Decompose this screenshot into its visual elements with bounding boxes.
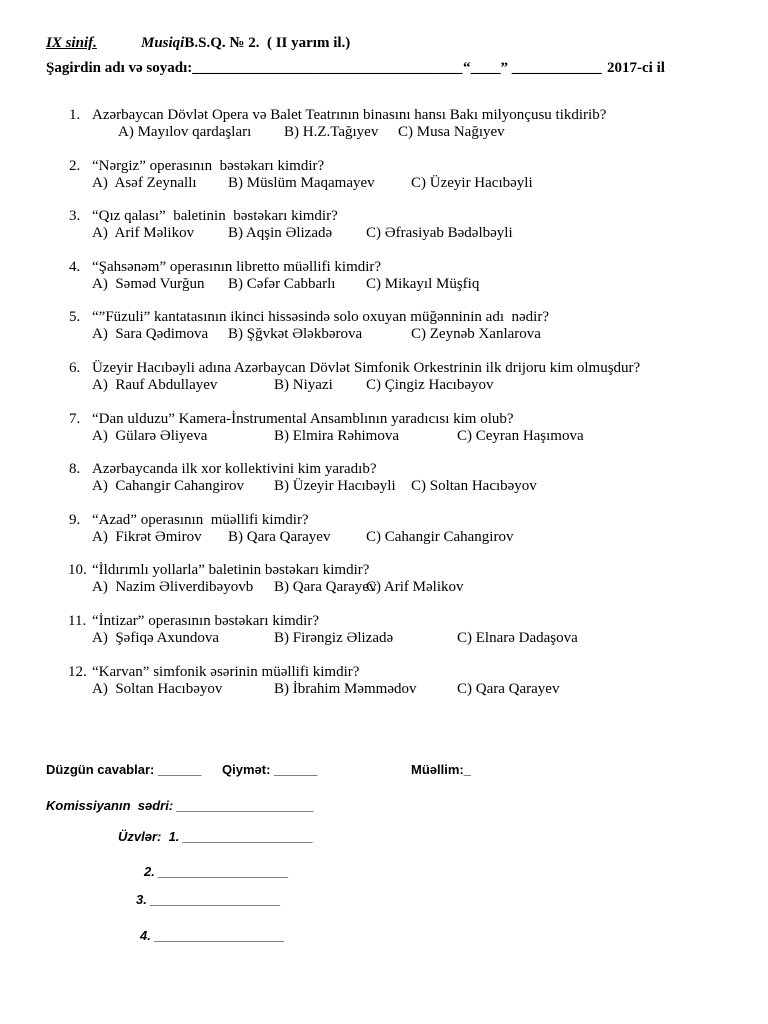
answer-option-a[interactable]: A) Fikrət Əmirov xyxy=(92,528,202,545)
question-text: Azərbaycanda ilk xor kollektivini kim yaradıb? xyxy=(92,461,377,478)
question-number: 5. xyxy=(69,309,81,326)
subject-label: Musiqi xyxy=(141,35,185,51)
question-number: 9. xyxy=(69,511,81,528)
question-text: “İldırımlı yollarla” baletinin bəstəkarı kimdir? xyxy=(92,562,370,579)
answer-option-b[interactable]: B) Firəngiz Əlizadə xyxy=(274,630,394,646)
answer-option-b[interactable]: B) H.Z.Tağıyev xyxy=(284,124,379,140)
question-number: 2. xyxy=(69,157,81,174)
question-text: Üzeyir Hacıbəyli adına Azərbaycan Dövlət Simfonik Orkestrinin ilk drijoru kim olmuşdur? xyxy=(92,360,641,376)
answer-option-a[interactable]: A) Sara Qədimova xyxy=(92,326,209,343)
question-number: 3. xyxy=(69,208,81,225)
answer-option-c[interactable]: C) Musa Nağıyev xyxy=(398,124,505,140)
teacher-field[interactable]: Müəllim:_ xyxy=(411,762,471,777)
question-text: “Dan ulduzu” Kamera-İnstrumental Ansamblının yaradıcısı kim olub? xyxy=(92,410,514,427)
answer-option-a[interactable]: A) Arif Məlikov xyxy=(92,225,195,242)
answer-option-c[interactable]: C) Mikayıl Müşfiq xyxy=(366,275,480,292)
question-number: 10. xyxy=(68,562,87,579)
question-text: Azərbaycan Dövlət Opera və Balet Teatrının binasını hansı Bakı milyonçusu tikdirib? xyxy=(92,107,607,123)
answer-option-a[interactable]: A) Səməd Vurğun xyxy=(92,275,205,292)
question-number: 1. xyxy=(69,107,81,123)
answer-option-c[interactable]: C) Əfrasiyab Bədəlbəyli xyxy=(366,225,513,242)
answer-option-a[interactable]: A) Şəfiqə Axundova xyxy=(92,630,220,646)
answer-option-b[interactable]: B) Qara Qarayev xyxy=(274,579,377,596)
question-number: 6. xyxy=(69,360,81,376)
answer-option-c[interactable]: C) Zeynəb Xanlarova xyxy=(411,326,541,343)
question-number: 7. xyxy=(69,410,81,427)
answer-option-a[interactable]: A) Gülarə Əliyeva xyxy=(92,427,208,444)
answer-option-c[interactable]: C) Üzeyir Hacıbəyli xyxy=(411,174,533,191)
correct-answers-field[interactable]: Düzgün cavablar: ______ xyxy=(46,762,202,777)
exam-number: B.S.Q. № 2. xyxy=(184,35,260,51)
question-text: “Azad” operasının müəllifi kimdir? xyxy=(92,511,309,528)
question-text: “”Füzuli” kantatasının ikinci hissəsində solo oxuyan müğənninin adı nədir? xyxy=(92,309,549,326)
exam-title xyxy=(141,35,350,52)
answer-option-c[interactable]: C) Qara Qarayev xyxy=(457,680,560,697)
student-name-field[interactable]: Şagirdin adı və soyadı:____________________________________ xyxy=(46,60,463,76)
question-number: 4. xyxy=(69,258,81,275)
semester-label: ( II yarım il.) xyxy=(266,35,351,51)
question-text: “İntizar” operasının bəstəkarı kimdir? xyxy=(92,613,319,629)
answer-option-b[interactable]: B) Elmira Rəhimova xyxy=(274,427,399,444)
answer-option-b[interactable]: B) Müslüm Maqamayev xyxy=(228,174,375,191)
answer-option-b[interactable]: B) Cəfər Cabbarlı xyxy=(228,275,336,292)
answer-option-b[interactable]: B) Üzeyir Hacıbəyli xyxy=(274,478,396,495)
answer-option-c[interactable]: C) Cahangir Cahangirov xyxy=(366,528,514,545)
answer-option-b[interactable]: B) Aqşin Əlizadə xyxy=(228,225,333,242)
date-field[interactable]: “____” ____________ xyxy=(463,60,602,76)
question-number: 12. xyxy=(68,663,87,680)
grade-field[interactable]: Qiymət: ______ xyxy=(222,762,318,777)
question-number: 11. xyxy=(68,613,87,629)
member-4-field[interactable]: 4. __________________ xyxy=(140,928,285,943)
answer-option-b[interactable]: B) Şğvkət Ələkbərova xyxy=(228,326,363,343)
member-1-field[interactable]: Üzvlər: 1. __________________ xyxy=(118,829,314,844)
answer-option-b[interactable]: B) İbrahim Məmmədov xyxy=(274,680,417,697)
answer-option-a[interactable]: A) Asəf Zeynallı xyxy=(92,174,197,191)
year-label: 2017-ci il xyxy=(607,60,665,76)
answer-option-a[interactable]: A) Mayılov qardaşları xyxy=(118,124,252,140)
question-text: “Karvan” simfonik əsərinin müəllifi kimdir? xyxy=(92,663,360,680)
answer-option-c[interactable]: C) Arif Məlikov xyxy=(366,579,464,596)
question-text: “Qız qalası” baletinin bəstəkarı kimdir? xyxy=(92,208,338,225)
answer-option-a[interactable]: A) Cahangir Cahangirov xyxy=(92,478,245,495)
question-text: “Şahsənəm” operasının libretto müəllifi kimdir? xyxy=(92,258,382,275)
answer-option-c[interactable]: C) Ceyran Haşımova xyxy=(457,427,584,444)
member-3-field[interactable]: 3. __________________ xyxy=(136,892,281,907)
question-text: “Nərgiz” operasının bəstəkarı kimdir? xyxy=(92,157,325,174)
answer-option-b[interactable]: B) Niyazi xyxy=(274,377,333,393)
answer-option-a[interactable]: A) Soltan Hacıbəyov xyxy=(92,680,223,697)
answer-option-a[interactable]: A) Rauf Abdullayev xyxy=(92,377,218,393)
answer-option-a[interactable]: A) Nazim Əliverdibəyovb xyxy=(92,579,254,596)
answer-option-c[interactable]: C) Çingiz Hacıbəyov xyxy=(366,377,494,393)
question-number: 8. xyxy=(69,461,81,478)
member-2-field[interactable]: 2. __________________ xyxy=(144,864,289,879)
commission-chair-field[interactable]: Komissiyanın sədri: ___________________ xyxy=(46,798,315,813)
answer-option-c[interactable]: C) Elnarə Dadaşova xyxy=(457,630,578,646)
answer-option-b[interactable]: B) Qara Qarayev xyxy=(228,528,331,545)
answer-option-c[interactable]: C) Soltan Hacıbəyov xyxy=(411,478,537,495)
grade-label: IX sinif. xyxy=(46,35,97,51)
